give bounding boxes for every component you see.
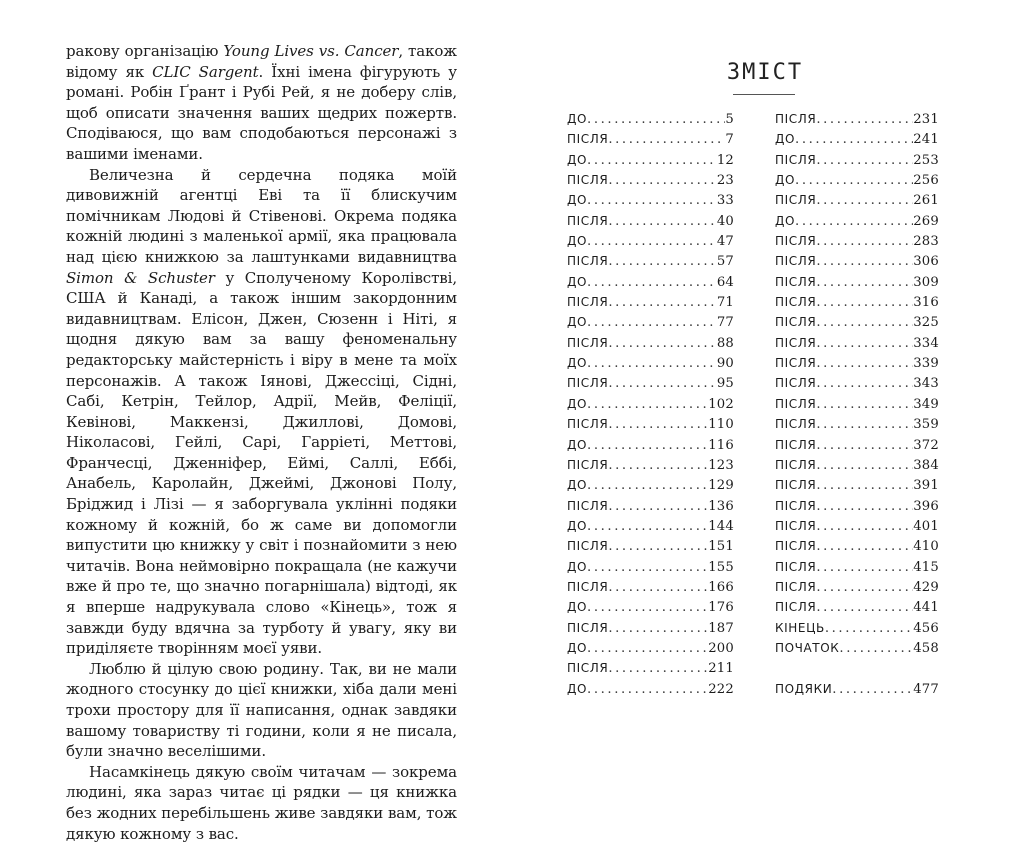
toc-right-column xyxy=(775,112,939,702)
toc-dot-leader xyxy=(608,295,717,310)
toc-dot-leader xyxy=(587,682,708,697)
toc-entry xyxy=(775,519,939,539)
toc-entry xyxy=(775,397,939,417)
toc-entry xyxy=(775,234,939,254)
toc-entry-label: ПІСЛЯ xyxy=(775,498,817,513)
toc-entry-label: ДО xyxy=(567,193,588,208)
toc-entry-page: 384 xyxy=(913,457,939,473)
body-paragraph xyxy=(66,659,457,762)
toc-dot-leader xyxy=(587,478,708,493)
toc-entry-page: 309 xyxy=(913,274,939,290)
toc-entry-label: ДО xyxy=(567,640,588,655)
paragraph-text: Величезна й сердечна подяка моїй дивовижній агентці Еві та її блискучим помічникам Людові й Стівенові. Окрема подяка кожній людині з маленької армії, яка працювала над цією книжкою за лаштунками видавництва xyxy=(66,165,457,266)
toc-entry-page: 7 xyxy=(725,132,734,148)
toc-entry xyxy=(567,661,734,681)
toc-dot-leader xyxy=(816,560,913,575)
toc-entry-page: 396 xyxy=(913,498,939,514)
toc-entry-label: ДО xyxy=(567,518,588,533)
paragraph-text: Люблю й цілую свою родину. Так, ви не мали жодного стосунку до цієї книжки, хіба дали мені трохи простору для її написання, однак завдяки вашому товариству ті години, коли я не писала, були значно веселішими. xyxy=(66,659,457,761)
toc-entry-page: 316 xyxy=(913,295,939,311)
toc-dot-leader xyxy=(608,417,708,432)
toc-dot-leader xyxy=(825,621,913,636)
paragraph-text: Насамкінець дякую своїм читачам — зокрема людині, яка зараз читає ці рядки — ця книжка без жодних перебільшень живе завдяки вам, тож дякую кожному з вас. xyxy=(66,762,457,843)
toc-dot-leader xyxy=(608,132,725,147)
toc-entry xyxy=(775,315,939,335)
toc-entry-page: 102 xyxy=(708,396,734,412)
toc-entry-label: ДО xyxy=(567,112,588,126)
toc-entry-page: 256 xyxy=(913,173,939,189)
toc-entry-label: ДО xyxy=(567,600,588,615)
toc-entry-page: 211 xyxy=(708,661,734,677)
toc-entry-label: ДО xyxy=(567,356,588,371)
toc-entry-label: ПІСЛЯ xyxy=(775,254,817,269)
toc-entry-page: 88 xyxy=(716,335,734,351)
toc-dot-leader xyxy=(816,193,913,208)
toc-entry xyxy=(775,132,939,152)
toc-entry xyxy=(775,214,939,234)
toc-entry-label: ПІСЛЯ xyxy=(775,274,817,289)
toc-title-rule xyxy=(733,94,795,95)
toc-entry-label: ПІСЛЯ xyxy=(775,234,817,249)
toc-entry-label: ПІСЛЯ xyxy=(775,335,817,350)
toc-entry-page: 343 xyxy=(913,376,939,392)
toc-dot-leader xyxy=(587,153,717,168)
toc-entry-page: 151 xyxy=(708,539,734,555)
toc-dot-leader xyxy=(839,641,913,656)
toc-entry-label: ПІСЛЯ xyxy=(775,152,817,167)
toc-dot-leader xyxy=(587,438,708,453)
toc-dot-leader xyxy=(816,458,913,473)
toc-dot-leader xyxy=(587,112,725,127)
toc-entry-label: ДО xyxy=(567,559,588,574)
italic-text: Simon & Schuster xyxy=(66,268,215,287)
toc-entry xyxy=(775,499,939,519)
toc-entry-page: 123 xyxy=(708,457,734,473)
toc-entry-page: 334 xyxy=(913,335,939,351)
toc-entry-page: 325 xyxy=(913,315,939,331)
toc-entry-label: КІНЕЦЬ xyxy=(775,620,825,635)
toc-entry-page: 458 xyxy=(913,640,939,656)
toc-entry-page: 136 xyxy=(708,498,734,514)
toc-entry-page: 95 xyxy=(716,376,734,392)
toc-entry-page: 144 xyxy=(708,518,734,534)
toc-entry-label: ДО xyxy=(775,132,796,147)
toc-entry-page: 269 xyxy=(913,213,939,229)
toc-entry xyxy=(775,600,939,620)
toc-entry xyxy=(567,376,734,396)
toc-entry-page: 391 xyxy=(913,478,939,494)
toc-entry xyxy=(567,112,734,132)
toc-entry-label: ПІСЛЯ xyxy=(775,600,817,615)
toc-entry-label: ПІСЛЯ xyxy=(567,295,609,310)
paragraph-text: ракову організацію xyxy=(66,42,224,60)
toc-entry xyxy=(567,234,734,254)
toc-dot-leader xyxy=(816,438,913,453)
toc-entry-label: ПІСЛЯ xyxy=(775,579,817,594)
toc-entry-label: ПІСЛЯ xyxy=(567,498,609,513)
toc-entry xyxy=(567,173,734,193)
toc-entry xyxy=(775,438,939,458)
toc-dot-leader xyxy=(587,397,708,412)
toc-dot-leader xyxy=(816,499,913,514)
toc-entry xyxy=(567,560,734,580)
toc-entry-label: ДО xyxy=(775,173,796,188)
toc-entry-page: 253 xyxy=(913,152,939,168)
toc-entry-page: 47 xyxy=(716,234,734,250)
toc-dot-leader xyxy=(816,336,913,351)
toc-entry-page: 176 xyxy=(708,600,734,616)
toc-dot-leader xyxy=(587,234,717,249)
toc-dot-leader xyxy=(608,499,708,514)
toc-entry xyxy=(567,315,734,335)
toc-entry xyxy=(775,539,939,559)
toc-dot-leader xyxy=(816,315,913,330)
toc-dot-leader xyxy=(608,173,717,188)
toc-dot-leader xyxy=(587,193,717,208)
toc-dot-leader xyxy=(816,580,913,595)
toc-dot-leader xyxy=(608,376,717,391)
toc-dot-leader xyxy=(816,254,913,269)
toc-entry-page: 415 xyxy=(913,559,939,575)
toc-dot-leader xyxy=(587,356,717,371)
toc-entry-label: ПІСЛЯ xyxy=(775,457,817,472)
toc-entry-page: 23 xyxy=(716,173,734,189)
toc-dot-leader xyxy=(816,519,913,534)
toc-entry-page: 187 xyxy=(708,620,734,636)
toc-left-column xyxy=(567,112,734,702)
toc-dot-leader xyxy=(816,356,913,371)
toc-dot-leader xyxy=(587,275,717,290)
toc-dot-leader xyxy=(816,478,913,493)
toc-entry-label: ПІСЛЯ xyxy=(567,579,609,594)
toc-dot-leader xyxy=(608,539,708,554)
toc-entry-label: ПІСЛЯ xyxy=(567,539,609,554)
toc-entry-page: 401 xyxy=(913,518,939,534)
toc-dot-leader xyxy=(587,315,717,330)
toc-entry xyxy=(567,275,734,295)
toc-entry xyxy=(775,458,939,478)
toc-entry-label: ДО xyxy=(567,437,588,452)
toc-dot-leader xyxy=(587,519,708,534)
toc-entry-page: 349 xyxy=(913,396,939,412)
toc-entry-label: ПІСЛЯ xyxy=(775,396,817,411)
toc-entry-label: ПІСЛЯ xyxy=(775,478,817,493)
toc-entry xyxy=(775,580,939,600)
toc-dot-leader xyxy=(816,376,913,391)
toc-dot-leader xyxy=(816,417,913,432)
toc-entry xyxy=(775,682,939,702)
italic-text: CLIC Sargent xyxy=(152,62,259,81)
toc-entry xyxy=(567,254,734,274)
toc-entry-page: 155 xyxy=(708,559,734,575)
toc-entry-page: 231 xyxy=(913,112,939,127)
toc-entry-page: 283 xyxy=(913,234,939,250)
toc-entry xyxy=(775,560,939,580)
toc-entry xyxy=(567,600,734,620)
toc-dot-leader xyxy=(816,600,913,615)
toc-entry-page: 410 xyxy=(913,539,939,555)
toc-entry-label: ДО xyxy=(775,213,796,228)
toc-entry xyxy=(775,193,939,213)
toc-entry xyxy=(567,641,734,661)
toc-entry-label: ПІСЛЯ xyxy=(567,620,609,635)
toc-entry-label: ПІСЛЯ xyxy=(567,132,609,147)
toc-entry-page: 339 xyxy=(913,356,939,372)
toc-entry xyxy=(567,417,734,437)
toc-entry-label: ПІСЛЯ xyxy=(775,112,817,126)
toc-entry xyxy=(567,295,734,315)
toc-entry xyxy=(775,153,939,173)
toc-entry-label: ПІСЛЯ xyxy=(567,661,609,676)
toc-entry-label: ДО xyxy=(567,274,588,289)
toc-entry xyxy=(775,478,939,498)
toc-entry-label: ДО xyxy=(567,478,588,493)
toc-entry-label: ПІСЛЯ xyxy=(567,335,609,350)
toc-entry-label: ПІСЛЯ xyxy=(775,539,817,554)
toc-entry-label: ПІСЛЯ xyxy=(567,254,609,269)
toc-entry-page: 57 xyxy=(716,254,734,270)
toc-dot-leader xyxy=(795,173,913,188)
paragraph-text: . Їхні імена фігурують у романі. Робін Ґрант і Рубі Рей, я не доберу слів, щоб описати значення ваших щедрих пожертв. Сподіваюся, що вам сподобаються персонажі з вашими іменами. xyxy=(66,62,457,163)
toc-entry-label: ПІСЛЯ xyxy=(775,437,817,452)
toc-entry-page: 359 xyxy=(913,417,939,433)
toc-entry xyxy=(567,621,734,641)
toc-entry xyxy=(567,132,734,152)
toc-entry xyxy=(775,112,939,132)
toc-entry-label: ПІСЛЯ xyxy=(567,457,609,472)
paragraph-text: , також відому як xyxy=(66,42,457,81)
toc-entry-page: 441 xyxy=(913,600,939,616)
toc-dot-leader xyxy=(608,661,708,676)
toc-entry xyxy=(567,682,734,702)
toc-entry-page: 456 xyxy=(913,620,939,636)
toc-entry xyxy=(567,499,734,519)
toc-entry xyxy=(567,458,734,478)
toc-dot-leader xyxy=(816,153,913,168)
toc-entry-page: 200 xyxy=(708,640,734,656)
toc-entry-label: ПІСЛЯ xyxy=(775,295,817,310)
toc-entry xyxy=(775,621,939,641)
italic-text: Young Lives vs. Cancer xyxy=(223,42,399,60)
toc-dot-leader xyxy=(608,621,708,636)
toc-entry-page: 64 xyxy=(716,274,734,290)
toc-entry-page: 110 xyxy=(708,417,734,433)
toc-dot-leader xyxy=(816,234,913,249)
toc-entry xyxy=(775,173,939,193)
toc-entry xyxy=(567,539,734,559)
toc-entry xyxy=(567,397,734,417)
toc-entry-label: ПІСЛЯ xyxy=(775,315,817,330)
toc-entry xyxy=(567,438,734,458)
toc-entry-label: ДО xyxy=(567,315,588,330)
toc-entry-label: ДО xyxy=(567,152,588,167)
toc-entry-label: ПІСЛЯ xyxy=(567,417,609,432)
toc-entry xyxy=(567,478,734,498)
toc-entry-label: ПІСЛЯ xyxy=(775,193,817,208)
toc-entry xyxy=(775,295,939,315)
toc-entry-label: ПІСЛЯ xyxy=(775,559,817,574)
toc-title: ЗМІСТ xyxy=(726,60,804,85)
toc-entry-page: 116 xyxy=(708,437,734,453)
toc-dot-leader xyxy=(608,580,708,595)
toc-entry-label: ДО xyxy=(567,396,588,411)
acknowledgements-page xyxy=(66,41,457,844)
toc-entry-page: 71 xyxy=(716,295,734,311)
toc-entry-page: 261 xyxy=(913,193,939,209)
toc-dot-leader xyxy=(795,132,913,147)
toc-entry-page: 90 xyxy=(716,356,734,372)
toc-entry-page: 12 xyxy=(716,152,734,168)
toc-entry xyxy=(567,356,734,376)
toc-entry-page: 129 xyxy=(708,478,734,494)
toc-entry xyxy=(567,580,734,600)
toc-entry-page: 222 xyxy=(708,681,734,697)
toc-entry-label: ПОЧАТОК xyxy=(775,640,840,655)
toc-dot-leader xyxy=(795,214,913,229)
body-paragraph xyxy=(66,762,457,844)
toc-dot-leader xyxy=(816,539,913,554)
toc-dot-leader xyxy=(608,254,717,269)
toc-entry-page: 5 xyxy=(725,112,734,127)
toc-dot-leader xyxy=(608,458,708,473)
toc-dot-leader xyxy=(587,560,708,575)
toc-entry xyxy=(775,336,939,356)
toc-entry-page: 40 xyxy=(716,213,734,229)
toc-entry xyxy=(775,376,939,396)
toc-entry-page: 241 xyxy=(913,132,939,148)
toc-dot-leader xyxy=(816,397,913,412)
toc-entry xyxy=(775,417,939,437)
toc-entry-label: ПІСЛЯ xyxy=(567,213,609,228)
toc-entry-label: ПІСЛЯ xyxy=(775,518,817,533)
toc-dot-leader xyxy=(816,275,913,290)
toc-entry-label: ДО xyxy=(567,681,588,696)
toc-entry-label: ПІСЛЯ xyxy=(775,356,817,371)
toc-entry xyxy=(775,356,939,376)
toc-entry-page: 166 xyxy=(708,579,734,595)
toc-entry-label: ДО xyxy=(567,234,588,249)
toc-entry-label: ПІСЛЯ xyxy=(567,376,609,391)
toc-entry-page: 33 xyxy=(716,193,734,209)
toc-entry-page: 372 xyxy=(913,437,939,453)
toc-entry-label: ПІСЛЯ xyxy=(567,173,609,188)
toc-entry-label: ПІСЛЯ xyxy=(775,376,817,391)
toc-entry-page: 77 xyxy=(716,315,734,331)
toc-entry-page: 429 xyxy=(913,579,939,595)
toc-dot-leader xyxy=(608,214,717,229)
toc-entry-label: ПІСЛЯ xyxy=(775,417,817,432)
toc-entry-label: ПОДЯКИ xyxy=(775,681,833,696)
body-paragraph xyxy=(66,165,457,659)
toc-entry xyxy=(775,254,939,274)
toc-dot-leader xyxy=(587,641,708,656)
toc-entry-page: 306 xyxy=(913,254,939,270)
toc-entry xyxy=(567,153,734,173)
toc-entry-page: 477 xyxy=(913,681,939,697)
toc-dot-leader xyxy=(816,295,913,310)
body-paragraph xyxy=(66,41,457,165)
toc-dot-leader xyxy=(816,112,913,127)
toc-dot-leader xyxy=(587,600,708,615)
toc-entry xyxy=(567,193,734,213)
toc-dot-leader xyxy=(608,336,717,351)
toc-entry xyxy=(567,519,734,539)
toc-entry xyxy=(567,336,734,356)
toc-entry xyxy=(775,641,939,661)
toc-entry xyxy=(775,275,939,295)
toc-dot-leader xyxy=(832,682,913,697)
paragraph-text: у Сполученому Королівстві, США й Канаді, а також іншим закордонним видавництвам. Елісон, Джен, Сюзенн і Ніті, я щодня дякую вам за вашу феноменальну редакторську майстерність і віру в мене та моїх персонажів. А також Іянові, Джессіці, Сідні, Сабі, Кетрін, Тейлор, Адрії, Мейв, Феліції, Кевінові, Маккензі, Джиллові, Домові, Ніколасові, Гейлі, Сарі, Гарріеті, Меттові, Франчесці, Дженніфер, Еймі, Саллі, Еббі, Анабель, Каролайн, Джеймі, Джонові Полу, Бріджид і Лізі — я заборгувала уклінні подяки кожному й кожній, бо ж саме ви допомогли випустити цю книжку у світ і познайомити з нею читачів. Вона неймовірно покращала (не кажучи вже й про те, що значно погарнішала) відтоді, як я вперше надрукувала слово «Кінець», тож я завжди буду вдячна за турботу й увагу, яку ви приділяєте творінням моєї уяви. xyxy=(66,268,457,658)
toc-entry xyxy=(567,214,734,234)
